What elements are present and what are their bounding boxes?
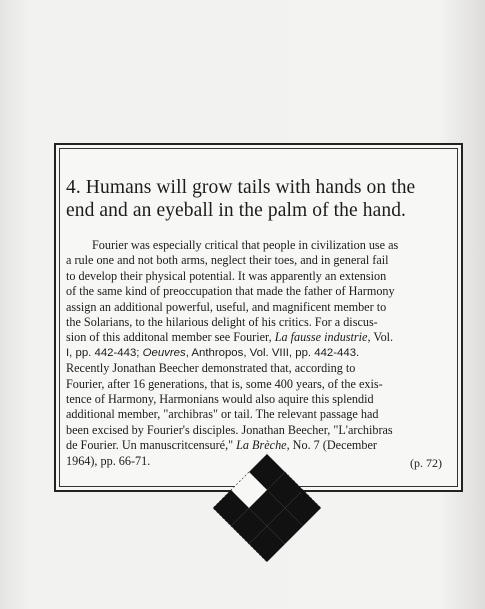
body-text-run: sion of this additonal member see Fourier, xyxy=(66,330,275,345)
body-line: Fourier, after 16 generations, that is, some 400 years, of the exis- xyxy=(66,376,383,391)
heading-line-2: end and an eyeball in the palm of the hand. xyxy=(66,200,407,221)
body-line: to develop their physical potential. It was apparently an extension xyxy=(66,268,387,283)
body-paragraph xyxy=(66,238,450,469)
section-heading xyxy=(66,176,452,222)
body-line: the Solarians, to the hilarious delight of his critics. For a discus- xyxy=(66,315,378,330)
body-line: a rule one and not both arms, neglect their toes, and in general fail xyxy=(66,253,389,268)
body-text-run: , Vol. xyxy=(367,330,394,345)
body-text-run: I, pp. 442-443; xyxy=(66,346,143,359)
checkered-diamond-ornament-icon xyxy=(208,450,326,572)
book-title: La fausse industrie xyxy=(274,330,368,345)
body-line: assign an additional powerful, useful, and magnificent member to xyxy=(66,299,387,314)
body-line: 1964), pp. 66-71. xyxy=(66,453,151,468)
body-line: additional member, "archibras" or tail. The relevant passage had xyxy=(66,407,379,422)
body-line: been excised by Fourier's disciples. Jonathan Beecher, "L'archibras xyxy=(66,422,393,437)
body-text-run: , No. 7 (December xyxy=(286,438,377,453)
body-line xyxy=(66,330,450,345)
body-text-run: , Anthropos, Vol. VIII, pp. 442-443. xyxy=(185,346,360,359)
book-title: Oeuvres xyxy=(142,346,186,359)
body-line: Fourier was especially critical that people in civilization use as xyxy=(92,238,399,252)
page-reference: (p. 72) xyxy=(410,456,442,470)
body-line: Recently Jonathan Beecher demonstrated that, according to xyxy=(66,361,356,376)
body-line: tence of Harmony, Harmonians would also aquire this splendid xyxy=(66,392,374,407)
body-line: of the same kind of preoccupation that made the father of Harmony xyxy=(66,284,395,299)
journal-title: La Brèche xyxy=(236,438,287,453)
heading-line-1: 4. Humans will grow tails with hands on the xyxy=(66,177,416,198)
body-line xyxy=(66,346,450,361)
body-text-run: de Fourier. Un manuscritcensuré," xyxy=(66,438,237,453)
